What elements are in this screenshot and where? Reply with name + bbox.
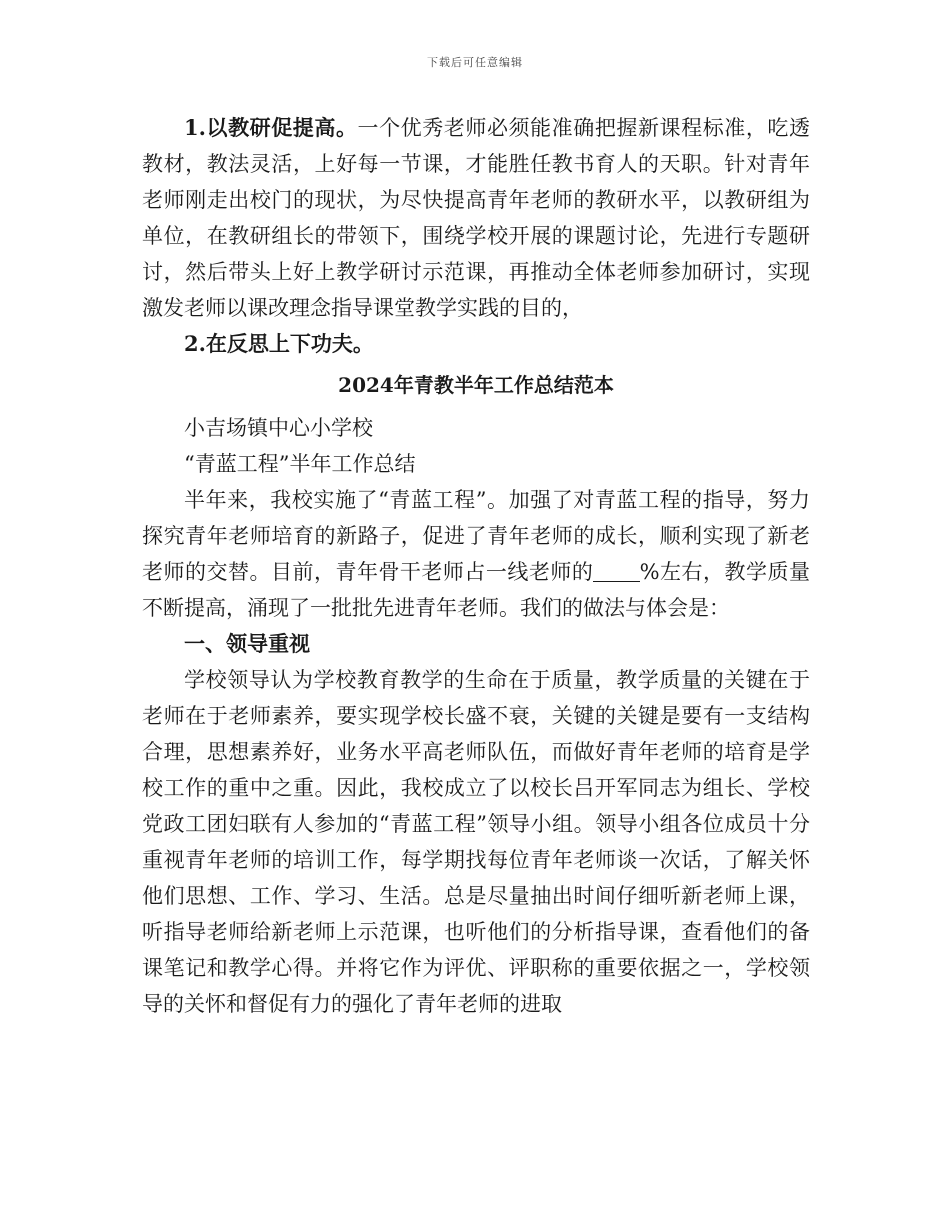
paragraph-text: 半年来，我校实施了“青蓝工程”。加强了对青蓝工程的指导，努力探究青年老师培育的新路子，促进了青年老师的成长，顺利实现了新老老师的交替。目前，青年骨干老师占一线老师的 [142,488,810,584]
paragraph-intro [142,482,810,626]
paragraph-text: 一个优秀老师必须能准确把握新课程标准，吃透教材，教法灵活，上好每一节课，才能胜任教书育人的天职。针对青年老师刚走出校门的现状，为尽快提高青年老师的教研水平，以教研组为单位，在教研组长的带领下，围绕学校开展的课题讨论，先进行专题研讨，然后带头上好上教学研讨示范课，再推动全体老师参加研讨，实现激发老师以课改理念指导课堂教学实践的目的， [142,116,810,320]
fill-in-blank [593,560,639,582]
paragraph-text: %左右，教学质量不断提高，涌现了一批批先进青年老师。我们的做法与体会是： [142,560,810,620]
document-subtitle: “青蓝工程”半年工作总结 [184,452,416,476]
paragraph-research [142,110,810,326]
school-name: 小吉场镇中心小学校 [184,416,373,440]
page-header: 下载后可任意编辑 [427,56,523,69]
document-body [142,110,810,1022]
paragraph-heading-reflection: 2.在反思上下功夫。 [184,331,374,356]
paragraph-heading: 1.以教研促提高。 [184,115,358,140]
paragraph-leadership: 学校领导认为学校教育教学的生命在于质量，教学质量的关键在于老师在于老师素养，要实现学校长盛不衰，关键的关键是要有一支结构合理，思想素养好，业务水平高老师队伍，而做好青年老师的培育是学校工作的重中之重。因此，我校成立了以校长吕开军同志为组长、学校党政工团妇联有人参加的“青蓝工程”领导小组。领导小组各位成员十分重视青年老师的培训工作，每学期找每位青年老师谈一次话，了解关怀他们思想、工作、学习、生活。总是尽量抽出时间仔细听新老师上课，听指导老师给新老师上示范课，也听他们的分析指导课，查看他们的备课笔记和教学心得。并将它作为评优、评职称的重要依据之一，学校领导的关怀和督促有力的强化了青年老师的进取 [142,668,810,1016]
document-title: 2024年青教半年工作总结范本 [338,373,614,397]
section-heading-leadership: 一、领导重视 [184,631,310,656]
